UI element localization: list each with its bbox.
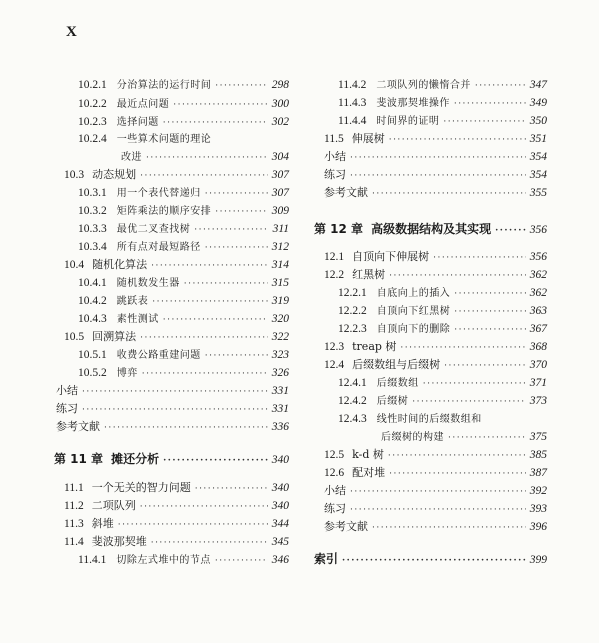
toc-entry	[324, 340, 547, 355]
dot-leader	[423, 377, 526, 391]
toc-entry	[324, 448, 547, 463]
toc-entry	[324, 186, 547, 201]
dot-leader	[205, 349, 268, 363]
dot-leader	[205, 187, 268, 201]
entry-number: 11.1	[64, 482, 84, 494]
toc-entry	[64, 168, 289, 183]
entry-title: 索引	[314, 552, 339, 566]
page-number: 307	[271, 169, 289, 181]
page-number: 350	[529, 115, 547, 127]
entry-title: 小结	[324, 484, 346, 497]
dot-leader	[350, 151, 526, 165]
page-number: 347	[529, 79, 547, 91]
entry-title: 自底向上的插入	[376, 288, 451, 299]
page-number: 346	[271, 554, 289, 566]
entry-title: treap 树	[352, 340, 397, 353]
page-number: 371	[529, 377, 547, 389]
entry-number: 12.2.2	[338, 305, 367, 317]
page-number: 362	[529, 287, 547, 299]
toc-entry	[78, 97, 289, 112]
dot-leader	[350, 169, 526, 183]
dot-leader	[184, 277, 268, 291]
entry-title: 线性时间的后缀数组和	[376, 414, 482, 425]
page-number: 300	[271, 98, 289, 110]
entry-number: 12.5	[324, 449, 345, 461]
entry-title: 摊还分析	[111, 452, 160, 466]
entry-title: 后缀树	[376, 396, 409, 407]
dot-leader	[342, 554, 526, 568]
entry-title: 切除左式堆中的节点	[116, 555, 211, 566]
toc-entry	[78, 348, 289, 363]
dot-leader	[195, 482, 268, 496]
dot-leader	[433, 251, 526, 265]
dot-leader	[350, 503, 526, 517]
entry-title: 小结	[324, 150, 346, 163]
entry-number: 11.2	[64, 500, 84, 512]
page-number: 331	[271, 385, 289, 397]
entry-title: 自顶向下的删除	[376, 324, 451, 335]
dot-leader	[444, 359, 526, 373]
page-number: 307	[271, 187, 289, 199]
entry-number: 12.2.3	[338, 323, 367, 335]
chapter-entry	[314, 222, 547, 238]
entry-title: 素性测试	[116, 314, 159, 325]
toc-entry	[78, 294, 289, 309]
entry-number: 10.2.2	[78, 98, 107, 110]
entry-title: 随机化算法	[92, 258, 148, 271]
entry-title: 用一个表代替递归	[116, 188, 201, 199]
toc-entry	[338, 322, 547, 337]
chapter-entry	[314, 552, 547, 568]
page-number: 393	[529, 503, 547, 515]
entry-number: 10.2.1	[78, 79, 107, 91]
dot-leader	[400, 341, 525, 355]
toc-entry	[338, 304, 547, 319]
page-number: 319	[271, 295, 289, 307]
entry-title: 自顶向下伸展树	[352, 250, 430, 263]
dot-leader	[140, 500, 268, 514]
entry-title: 一个无关的智力问题	[91, 481, 191, 494]
toc-entry	[78, 222, 289, 237]
page-number: 302	[271, 116, 289, 128]
entry-title: 伸展树	[351, 132, 385, 145]
page-number: 340	[271, 454, 289, 466]
entry-title: 改进	[121, 152, 142, 163]
page-number: 351	[529, 133, 547, 145]
dot-leader	[163, 454, 268, 468]
entry-number: 11.4.4	[338, 115, 367, 127]
entry-title: 参考文献	[324, 186, 368, 199]
page-number: 367	[529, 323, 547, 335]
dot-leader	[151, 536, 268, 550]
entry-title: 参考文献	[324, 520, 368, 533]
page-number: 385	[529, 449, 547, 461]
toc-entry	[324, 250, 547, 265]
entry-title: 小结	[56, 384, 78, 397]
page-number: 311	[272, 223, 289, 235]
entry-title: 选择问题	[116, 117, 159, 128]
entry-number: 12.4.2	[338, 395, 367, 407]
entry-number: 10.5.1	[78, 349, 107, 361]
page-number: 309	[271, 205, 289, 217]
entry-title: 二项队列的懒惰合并	[376, 80, 471, 91]
page-number: 363	[529, 305, 547, 317]
entry-number: 11.4.2	[338, 79, 367, 91]
entry-number: 10.3.1	[78, 187, 107, 199]
page-number: 344	[271, 518, 289, 530]
toc-entry	[78, 204, 289, 219]
dot-leader	[454, 323, 526, 337]
page-number: 304	[271, 151, 289, 163]
chapter-entry	[54, 452, 289, 468]
entry-title: 后缀数组与后缀树	[352, 358, 441, 371]
dot-leader	[163, 116, 268, 130]
dot-leader	[140, 169, 268, 183]
entry-title: 一些算术问题的理论	[116, 134, 212, 145]
entry-title: k-d 树	[352, 448, 384, 461]
entry-title: 练习	[56, 402, 78, 415]
entry-number: 10.2.4	[78, 133, 107, 145]
dot-leader	[146, 151, 268, 165]
page-number: 326	[271, 367, 289, 379]
page-number: 354	[529, 169, 547, 181]
entry-title: 回溯算法	[92, 330, 137, 343]
page-number: 373	[529, 395, 547, 407]
page-number: 362	[529, 269, 547, 281]
toc-entry	[324, 484, 547, 499]
entry-number: 10.3.3	[78, 223, 107, 235]
dot-leader	[82, 403, 268, 417]
toc-entry	[338, 286, 547, 301]
toc-entry	[56, 384, 289, 399]
toc-entry	[64, 517, 289, 532]
entry-title: 高级数据结构及其实现	[371, 222, 492, 236]
page-number: 375	[529, 431, 547, 443]
entry-title: 二项队列	[91, 499, 136, 512]
dot-leader	[163, 313, 268, 327]
entry-title: 自顶向下红黑树	[376, 306, 451, 317]
page-number: 336	[271, 421, 289, 433]
entry-title: 练习	[324, 502, 346, 515]
entry-title: 时间界的证明	[376, 116, 440, 127]
toc-entry	[78, 240, 289, 255]
dot-leader	[372, 521, 526, 535]
dot-leader	[205, 241, 268, 255]
entry-title: 矩阵乘法的顺序安排	[116, 206, 212, 217]
toc-entry	[338, 78, 547, 93]
toc-entry	[324, 168, 547, 183]
dot-leader	[389, 467, 526, 481]
page-number: 399	[529, 554, 547, 566]
entry-title: 练习	[324, 168, 346, 181]
dot-leader	[151, 259, 268, 273]
toc-entry	[64, 535, 289, 550]
toc-entry	[324, 268, 547, 283]
toc-entry	[324, 358, 547, 373]
page-number: 354	[529, 151, 547, 163]
dot-leader	[388, 449, 526, 463]
toc-entry	[121, 150, 289, 165]
entry-number: 10.4.1	[78, 277, 107, 289]
entry-title: 分治算法的运行时间	[116, 80, 212, 91]
entry-title: 参考文献	[56, 420, 100, 433]
entry-number: 10.4.3	[78, 313, 107, 325]
entry-number: 12.2	[324, 269, 345, 281]
dot-leader	[142, 367, 268, 381]
page-number: 387	[529, 467, 547, 479]
toc-entry	[324, 502, 547, 517]
entry-title: 斜堆	[91, 517, 114, 530]
dot-leader	[350, 485, 526, 499]
page-number: 312	[271, 241, 289, 253]
toc-entry	[64, 481, 289, 496]
dot-leader	[389, 133, 526, 147]
dot-leader	[140, 331, 268, 345]
entry-title: 动态规划	[92, 168, 137, 181]
toc-entry	[381, 430, 547, 445]
entry-number: 10.5.2	[78, 367, 107, 379]
entry-title: 收费公路重建问题	[116, 350, 201, 361]
toc-entry	[78, 115, 289, 130]
entry-number: 10.4.2	[78, 295, 107, 307]
dot-leader	[82, 385, 268, 399]
toc-entry	[324, 150, 547, 165]
toc-entry	[338, 412, 547, 427]
toc-entry	[338, 394, 547, 409]
entry-number: 11.5	[324, 133, 344, 145]
toc-entry	[78, 366, 289, 381]
page-number: 370	[529, 359, 547, 371]
dot-leader	[215, 554, 268, 568]
entry-title: 后缀数组	[376, 378, 419, 389]
entry-number: 10.5	[64, 331, 85, 343]
entry-number: 10.2.3	[78, 116, 107, 128]
entry-number: 12.4.3	[338, 413, 367, 425]
page-number: 349	[529, 97, 547, 109]
dot-leader	[372, 187, 526, 201]
entry-number: 12.6	[324, 467, 345, 479]
dot-leader	[389, 269, 526, 283]
entry-number: 10.3.4	[78, 241, 107, 253]
page-number: 322	[271, 331, 289, 343]
page-marker: X	[66, 24, 77, 40]
dot-leader	[215, 79, 268, 93]
entry-title: 斐波那契堆操作	[376, 98, 450, 109]
entry-number: 12.4	[324, 359, 345, 371]
page-number: 314	[271, 259, 289, 271]
page-number: 298	[271, 79, 289, 91]
entry-number: 第 11 章	[54, 452, 104, 466]
page-number: 355	[529, 187, 547, 199]
dot-leader	[495, 224, 526, 238]
entry-number: 11.4	[64, 536, 84, 548]
entry-title: 所有点对最短路径	[116, 242, 201, 253]
dot-leader	[454, 287, 526, 301]
toc-entry	[338, 114, 547, 129]
dot-leader	[194, 223, 268, 237]
page-number: 340	[271, 500, 289, 512]
dot-leader	[412, 395, 526, 409]
entry-number: 第 12 章	[314, 222, 364, 236]
page-number: 315	[271, 277, 289, 289]
toc-entry	[64, 330, 289, 345]
entry-title: 红黑树	[352, 268, 386, 281]
entry-number: 10.3.2	[78, 205, 107, 217]
entry-number: 10.3	[64, 169, 85, 181]
dot-leader	[173, 98, 268, 112]
dot-leader	[475, 79, 526, 93]
page-number: 368	[529, 341, 547, 353]
entry-title: 最近点问题	[116, 99, 170, 110]
dot-leader	[454, 97, 526, 111]
entry-number: 11.4.3	[338, 97, 367, 109]
toc-entry	[78, 132, 289, 147]
entry-title: 随机数发生器	[116, 278, 180, 289]
dot-leader	[448, 431, 526, 445]
dot-leader	[118, 518, 268, 532]
dot-leader	[152, 295, 268, 309]
toc-entry	[78, 312, 289, 327]
toc-entry	[78, 78, 289, 93]
toc-entry	[338, 376, 547, 391]
toc-entry	[64, 258, 289, 273]
dot-leader	[443, 115, 525, 129]
toc-entry	[338, 96, 547, 111]
toc-entry	[324, 520, 547, 535]
dot-leader	[454, 305, 526, 319]
dot-leader	[215, 205, 268, 219]
entry-number: 12.4.1	[338, 377, 367, 389]
entry-title: 配对堆	[352, 466, 386, 479]
entry-number: 12.2.1	[338, 287, 367, 299]
toc-entry	[56, 402, 289, 417]
entry-title: 斐波那契堆	[91, 535, 147, 548]
entry-number: 12.1	[324, 251, 345, 263]
entry-number: 10.4	[64, 259, 85, 271]
page-number: 320	[271, 313, 289, 325]
toc-entry	[56, 420, 289, 435]
entry-title: 后缀树的构建	[381, 432, 444, 443]
entry-title: 博弈	[116, 368, 138, 379]
toc-entry	[78, 553, 289, 568]
toc-entry	[324, 132, 547, 147]
page-number: 345	[271, 536, 289, 548]
entry-title: 跳跃表	[116, 296, 149, 307]
page-number: 340	[271, 482, 289, 494]
page-number: 356	[529, 251, 547, 263]
page-number: 331	[271, 403, 289, 415]
page-number: 356	[529, 224, 547, 236]
dot-leader	[104, 421, 268, 435]
page-number: 396	[529, 521, 547, 533]
toc-entry	[324, 466, 547, 481]
page-number: 323	[271, 349, 289, 361]
entry-number: 11.4.1	[78, 554, 107, 566]
toc-entry	[64, 499, 289, 514]
entry-number: 12.3	[324, 341, 345, 353]
toc-entry	[78, 186, 289, 201]
entry-title: 最优二叉查找树	[116, 224, 191, 235]
toc-entry	[78, 276, 289, 291]
entry-number: 11.3	[64, 518, 84, 530]
page-number: 392	[529, 485, 547, 497]
